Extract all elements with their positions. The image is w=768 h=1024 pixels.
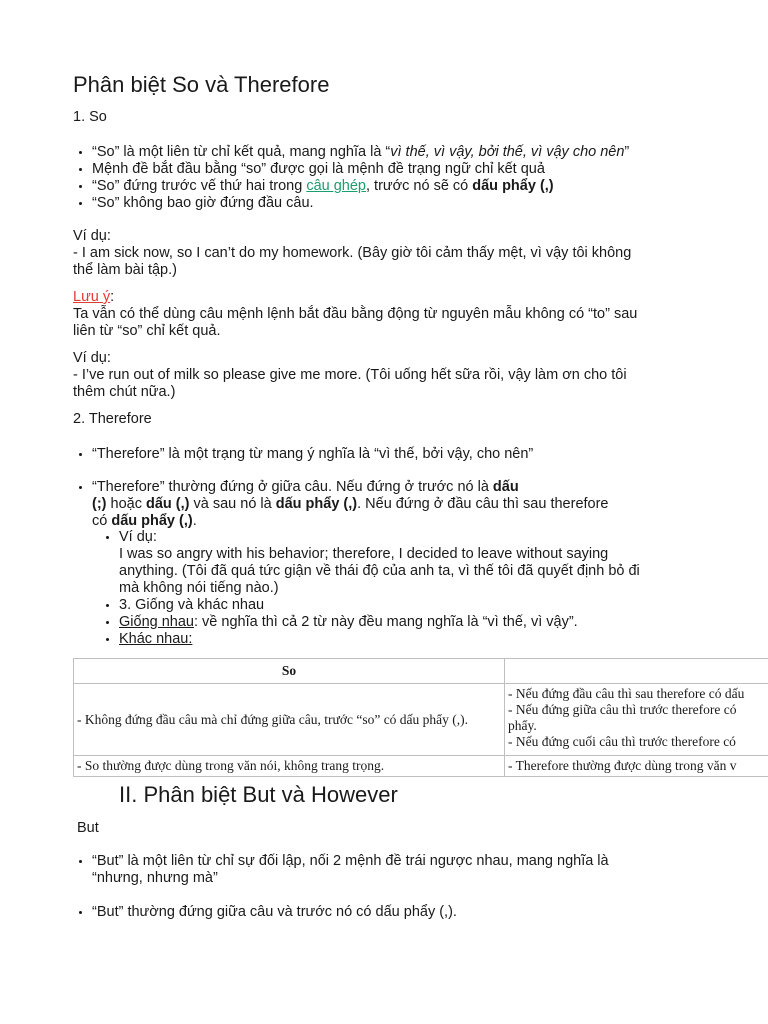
section-heading-therefore: 2. Therefore xyxy=(73,411,152,427)
list-item: • 3. Giống và khác nhau xyxy=(119,597,700,614)
bullet-text: “So” đứng trước vế thứ hai trong xyxy=(92,178,307,194)
list-item xyxy=(119,631,700,648)
note-text: Ta vẫn có thể dùng câu mệnh lệnh bắt đầu bằng động từ nguyên mẫu không có “to” sau xyxy=(73,306,638,322)
bullet-bold: (;) xyxy=(92,496,107,512)
bullet-text: . Nếu đứng ở đầu câu thì sau therefore xyxy=(357,496,609,512)
table-cell: - So thường được dùng trong văn nói, không trang trọng. xyxy=(74,756,505,777)
cell-line: - Nếu đứng giữa câu thì trước therefore có xyxy=(508,702,737,717)
list-item xyxy=(92,479,713,530)
list-item: • “But” thường đứng giữa câu và trước nó có dấu phẩy (,). xyxy=(92,904,713,921)
bullet-text: • “But” là một liên từ chỉ sự đối lập, nối 2 mệnh đề trái ngược nhau, mang nghĩa là xyxy=(92,853,609,869)
comparison-table xyxy=(73,658,768,777)
bullet-text: có xyxy=(92,513,112,529)
example-label: Ví dụ: xyxy=(73,228,111,244)
list-item: • Mệnh đề bắt đầu bằng “so” được gọi là mệnh đề trạng ngữ chỉ kết quả xyxy=(92,161,713,178)
table-cell xyxy=(505,684,768,756)
list-item xyxy=(119,529,700,597)
bullet-bold: dấu phẩy (,) xyxy=(472,178,554,194)
bullet-text: hoặc xyxy=(106,496,146,512)
table-header-row xyxy=(74,659,768,684)
but-bullet-list-1 xyxy=(73,853,713,887)
note-block xyxy=(73,289,713,340)
sub-example-text: I was so angry with his behavior; therefore, I decided to leave without saying xyxy=(119,546,609,562)
but-bullet-list-2 xyxy=(73,904,713,921)
cell-line: - Nếu đứng đầu câu thì sau therefore có dấu xyxy=(508,686,745,701)
bullet-bold: dấu phẩy (,) xyxy=(111,513,193,529)
example-label: Ví dụ: xyxy=(73,350,111,366)
bullet-text: “nhưng, nhưng mà” xyxy=(92,870,218,886)
section-heading-but: But xyxy=(77,820,99,836)
section-title-but-however: II. Phân biệt But và However xyxy=(119,782,398,807)
therefore-sub-list xyxy=(100,529,700,648)
list-item xyxy=(92,178,713,195)
bullet-bold: dấu xyxy=(492,479,519,495)
example-text: - I’ve run out of milk so please give me more. (Tôi uống hết sữa rồi, vậy làm ơn cho tôi xyxy=(73,367,627,383)
luu-y-link[interactable]: Lưu ý xyxy=(73,289,111,305)
cell-line: phẩy. xyxy=(508,718,537,733)
sub-example-label: • Ví dụ: xyxy=(119,529,157,545)
table-row xyxy=(74,684,768,756)
table-cell: - Therefore thường được dùng trong văn v xyxy=(505,756,768,777)
list-item: • “So” không bao giờ đứng đầu câu. xyxy=(92,195,713,212)
sub-example-text: mà không nói tiếng nào.) xyxy=(119,580,279,596)
bullet-text: và sau nó là xyxy=(189,496,276,512)
list-item xyxy=(119,614,700,631)
cau-ghep-link[interactable]: câu ghép xyxy=(306,178,366,194)
sub-example-text: anything. (Tôi đã quá tức giận về thái độ của anh ta, vì thế tôi đã quyết định bỏ đi xyxy=(119,563,640,579)
similar-label: Giống nhau xyxy=(119,614,194,630)
example-block-2 xyxy=(73,350,713,401)
example-text: - I am sick now, so I can’t do my homework. (Bây giờ tôi cảm thấy mệt, vì vậy tôi không xyxy=(73,245,632,261)
bullet-text: , trước nó sẽ có xyxy=(366,178,473,194)
similar-text: : về nghĩa thì cả 2 từ này đều mang nghĩa là “vì thế, vì vậy”. xyxy=(193,614,578,630)
bullet-text: ” xyxy=(624,144,630,160)
therefore-bullet-list-2 xyxy=(73,479,713,530)
section-heading-so: 1. So xyxy=(73,109,107,125)
table-header-therefore xyxy=(505,659,768,684)
bullet-italic: vì thế, vì vậy, bởi thế, vì vậy cho nên xyxy=(390,144,625,160)
note-text: liên từ “so” chỉ kết quả. xyxy=(73,323,221,339)
example-text: thêm chút nữa.) xyxy=(73,384,176,400)
so-bullet-list xyxy=(73,144,713,212)
list-item xyxy=(92,144,713,161)
different-label: Khác nhau: xyxy=(119,631,193,647)
bullet-text: “So” là một liên từ chỉ kết quả, mang nghĩa là “ xyxy=(92,144,391,160)
bullet-bold: dấu (,) xyxy=(146,496,190,512)
page-title: Phân biệt So và Therefore xyxy=(73,72,330,97)
example-block-1 xyxy=(73,228,713,279)
note-colon: : xyxy=(110,289,115,305)
table-header-so: So xyxy=(74,659,505,684)
therefore-bullet-list-1 xyxy=(73,446,713,463)
example-text: thể làm bài tập.) xyxy=(73,262,177,278)
table-row xyxy=(74,756,768,777)
list-item xyxy=(92,853,713,887)
bullet-bold: dấu phẩy (,) xyxy=(275,496,358,512)
table-cell: - Không đứng đầu câu mà chỉ đứng giữa câu, trước “so” có dấu phẩy (,). xyxy=(74,684,505,756)
bullet-text: “Therefore” thường đứng ở giữa câu. Nếu đứng ở trước nó là xyxy=(92,479,493,495)
cell-line: - Nếu đứng cuối câu thì trước therefore có xyxy=(508,734,736,749)
bullet-text: . xyxy=(192,513,197,529)
list-item: • “Therefore” là một trạng từ mang ý nghĩa là “vì thế, bởi vậy, cho nên” xyxy=(92,446,713,463)
